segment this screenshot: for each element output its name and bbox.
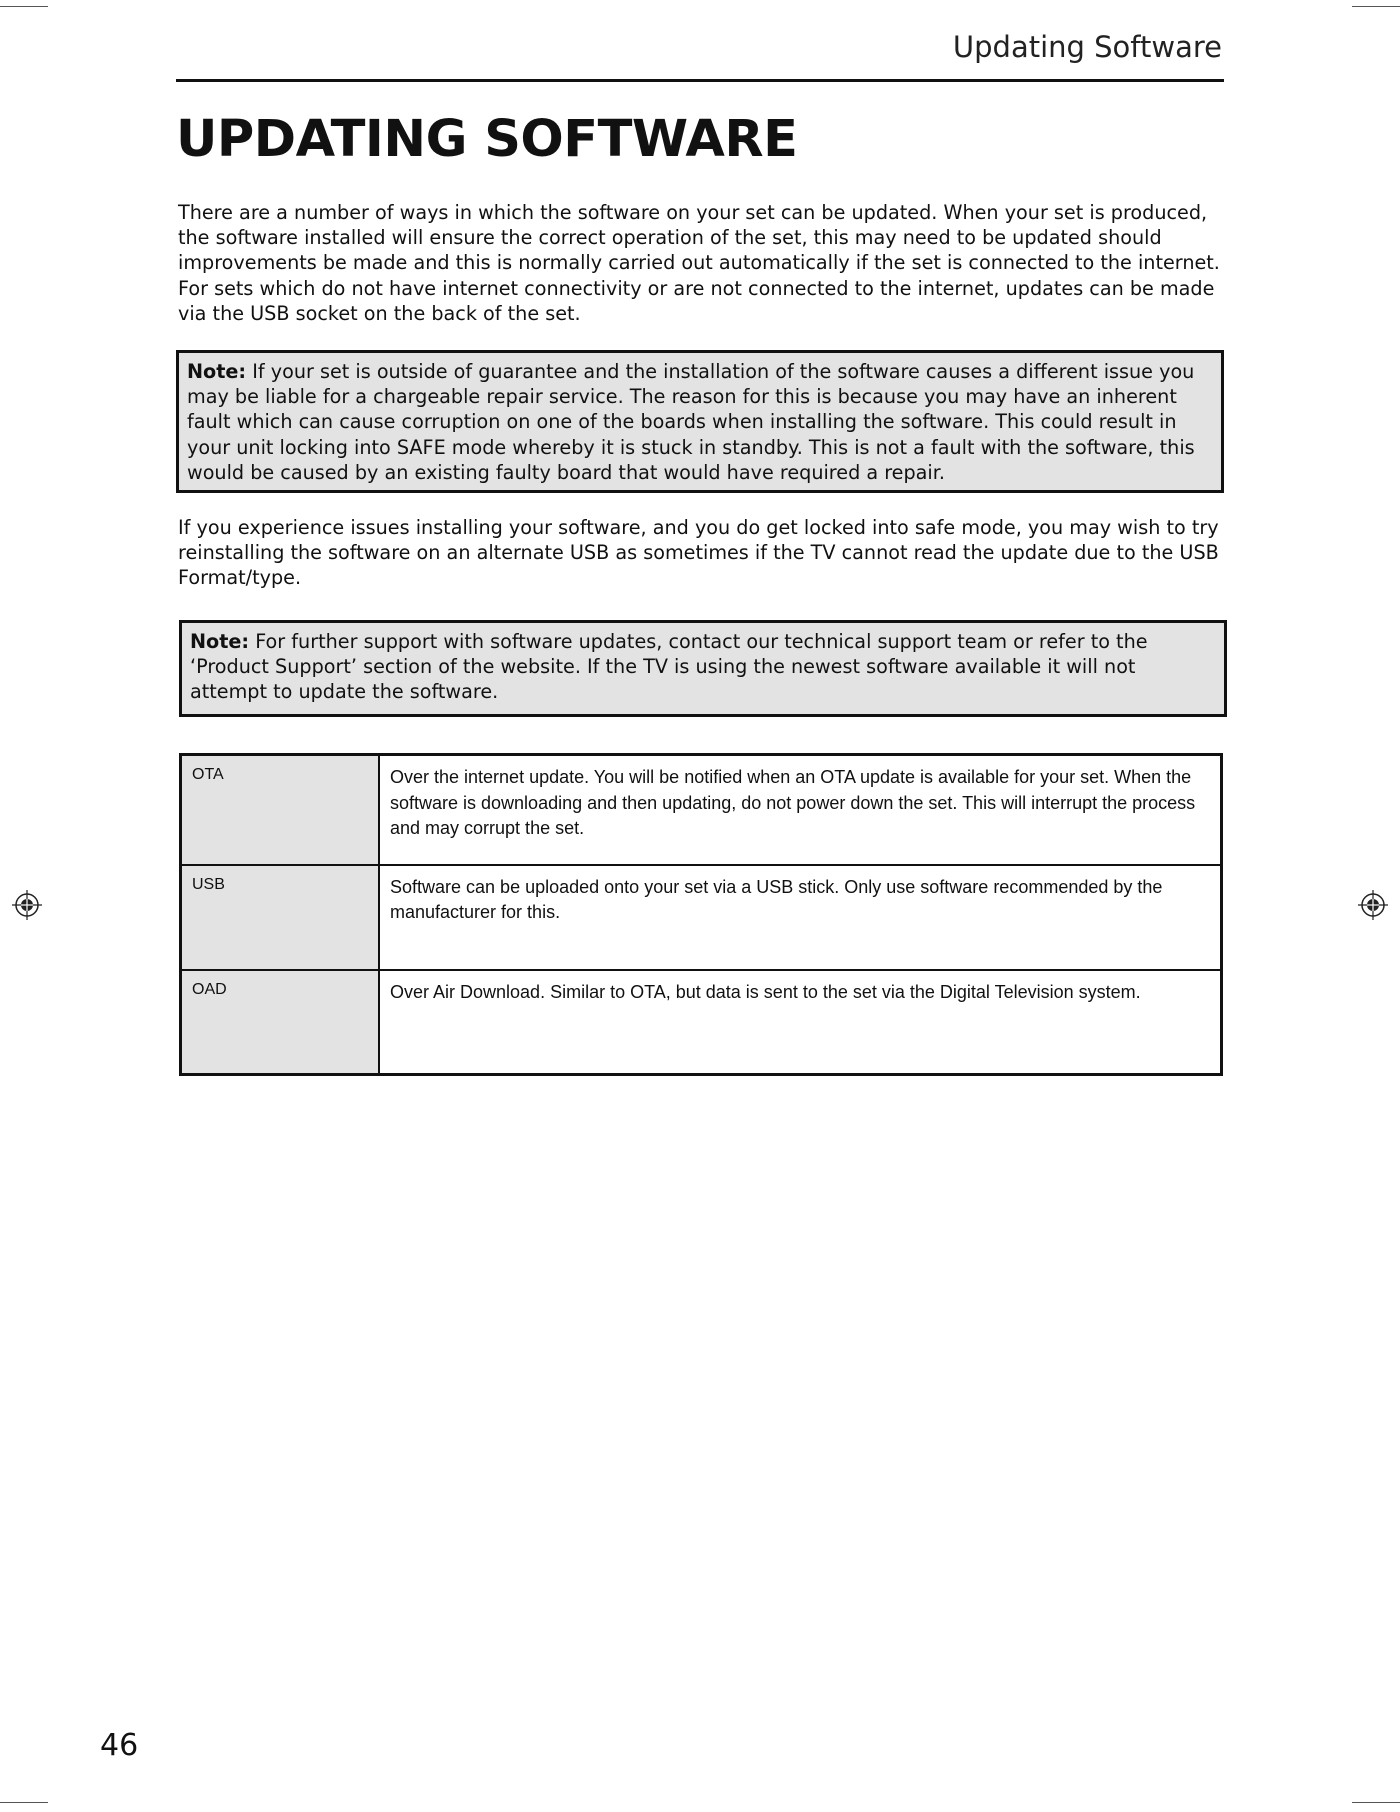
intro-paragraph: There are a number of ways in which the software on your set can be updated. When your set is produced, the software installed will ensure the correct operation of the set, this may need to be updated should improvements be made and this is normally carried out automatically if the set is connected to the internet. For sets which do not have internet connectivity or are not connected to the internet, updates can be made via the USB socket on the back of the set. (178, 201, 1220, 325)
mode-cell-ota: OTA (181, 755, 380, 865)
registration-mark-right-icon (1358, 890, 1388, 920)
safe-mode-paragraph: If you experience issues installing your software, and you do get locked into safe mode, you may wish to try reinstalling the software on an alternate USB as sometimes if the TV cannot read the update due to the USB Format/type. (178, 516, 1219, 590)
note-box-support (179, 620, 1227, 717)
mode-cell-oad: OAD (181, 970, 380, 1075)
running-header: Updating Software (952, 30, 1222, 64)
note-label: Note: (187, 360, 247, 383)
description-cell-oad: Over Air Download. Similar to OTA, but data is sent to the set via the Digital Television system. (379, 970, 1222, 1075)
note-box-guarantee (176, 350, 1224, 493)
page-number: 46 (100, 1728, 139, 1763)
crop-mark-bottom-left (0, 1802, 48, 1803)
note-text: If your set is outside of guarantee and the installation of the software causes a different issue you may be liable for a chargeable repair service. The reason for this is because you may have an inherent fault which can cause corruption on one of the boards when installing the software. This could result in your unit locking into SAFE mode whereby it is stuck in standby. This is not a fault with the software, this would be caused by an existing faulty board that would have required a repair. (187, 360, 1195, 484)
crop-mark-bottom-right (1352, 1802, 1400, 1803)
crop-mark-top-right (1352, 6, 1400, 7)
note-label: Note: (190, 630, 250, 653)
crop-mark-top-left (0, 6, 48, 7)
table-row (181, 970, 1222, 1075)
registration-mark-left-icon (12, 890, 42, 920)
table-row (181, 865, 1222, 970)
page-title: UPDATING SOFTWARE (176, 110, 798, 169)
update-methods-table (179, 753, 1223, 1076)
table-row (181, 755, 1222, 865)
header-rule (176, 79, 1224, 82)
note-text: For further support with software updates, contact our technical support team or refer to the ‘Product Support’ section of the website. If the TV is using the newest software available it will not attempt to update the software. (190, 630, 1148, 704)
mode-cell-usb: USB (181, 865, 380, 970)
description-cell-usb: Software can be uploaded onto your set via a USB stick. Only use software recommended by the manufacturer for this. (379, 865, 1222, 970)
description-cell-ota: Over the internet update. You will be notified when an OTA update is available for your set. When the software is downloading and then updating, do not power down the set. This will interrupt the process and may corrupt the set. (379, 755, 1222, 865)
